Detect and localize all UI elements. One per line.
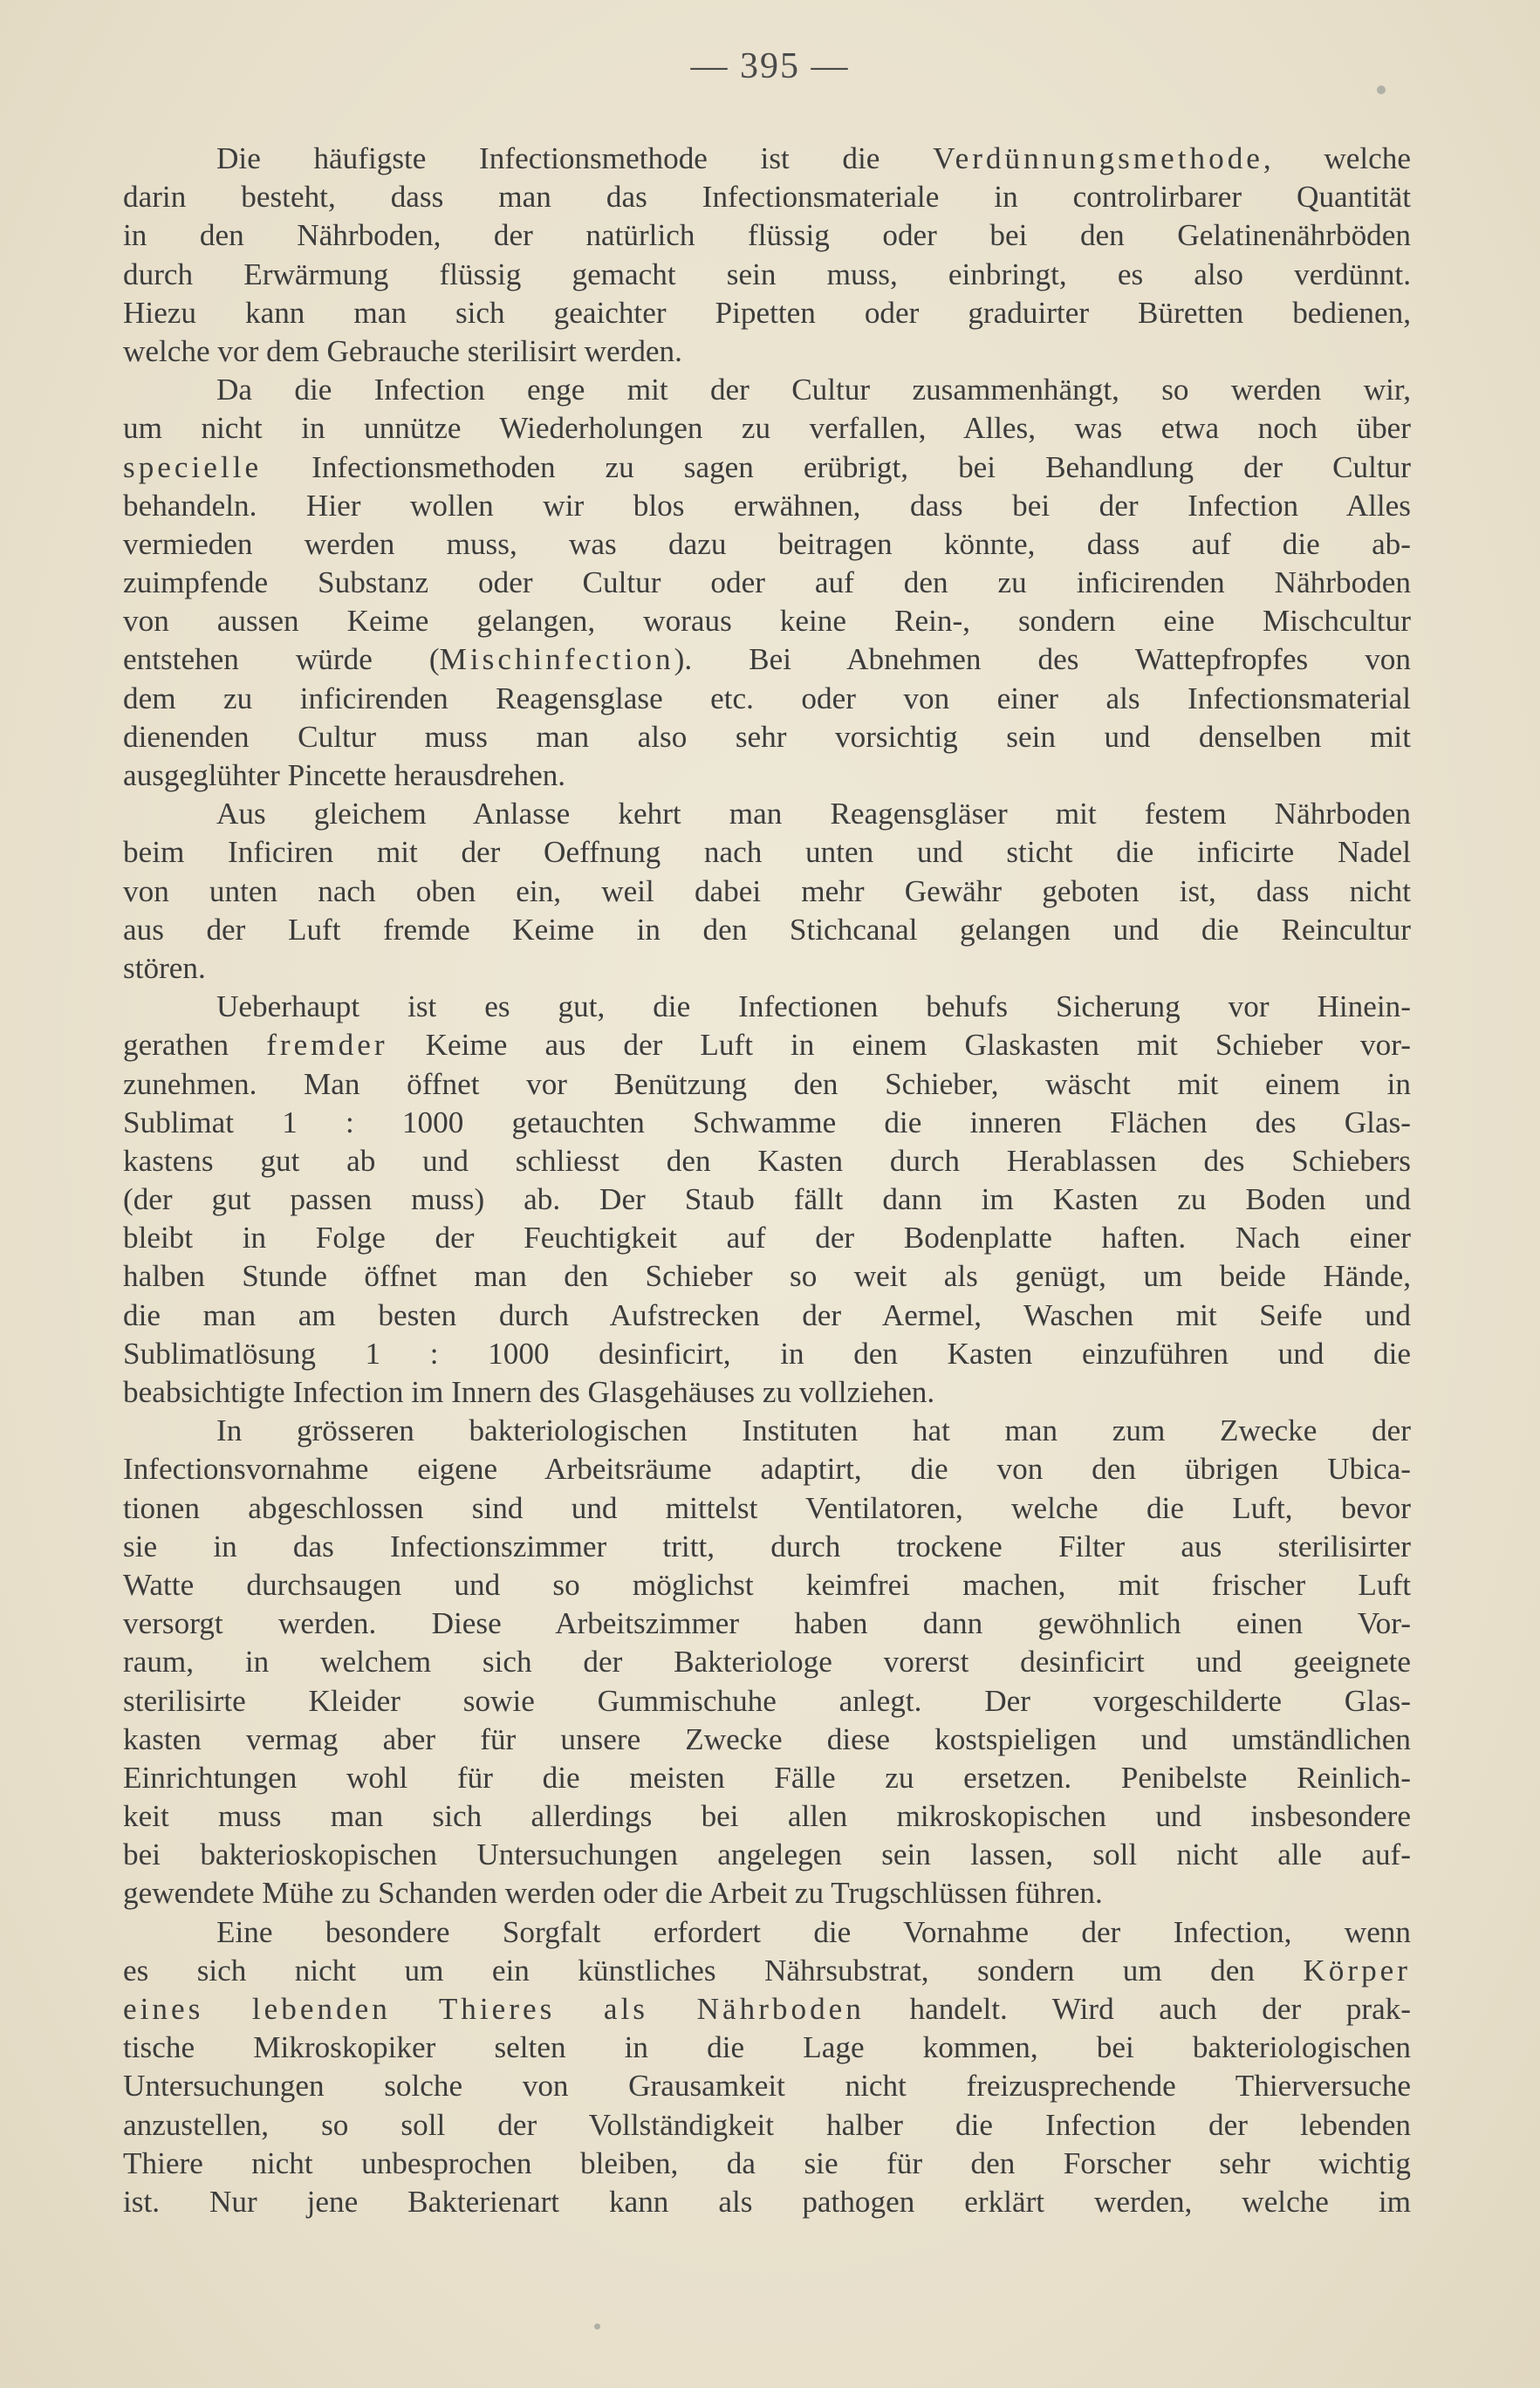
text-segment: (der gut passen muss) ab. Der Staub fällt dann im Kasten zu Boden und: [123, 1182, 1411, 1217]
text-segment: vermieden werden muss, was dazu beitragen könnte, dass auf die ab-: [123, 526, 1411, 561]
text-segment: zuimpfende Substanz oder Cultur oder auf den zu inficirenden Nährboden: [123, 565, 1411, 600]
text-line: [123, 1913, 1411, 1952]
spaced-emphasis: fremder: [266, 1028, 388, 1063]
text-line: [123, 216, 1411, 255]
text-segment: stören.: [123, 950, 206, 985]
text-segment: in den Nährboden, der natürlich flüssig oder bei den Gelatinenährböden: [123, 218, 1411, 253]
text-segment: entstehen würde (: [123, 642, 440, 677]
text-line: [123, 1450, 1411, 1488]
text-segment: Ueberhaupt ist es gut, die Infectionen behufs Sicherung vor Hinein-: [216, 989, 1411, 1024]
text-line: [123, 448, 1411, 487]
text-segment: keit muss man sich allerdings bei allen mikroskopischen und insbesondere: [123, 1799, 1411, 1834]
text-line: [123, 409, 1411, 448]
text-segment: Watte durchsaugen und so möglichst keimfrei machen, mit frischer Luft: [123, 1567, 1411, 1602]
text-line: [123, 2067, 1411, 2105]
text-segment: sterilisirte Kleider sowie Gummischuhe anlegt. Der vorgeschilderte Glas-: [123, 1683, 1411, 1718]
text-line: [123, 1297, 1411, 1335]
text-segment: behandeln. Hier wollen wir blos erwähnen, dass bei der Infection Alles: [123, 488, 1411, 523]
text-line: [123, 256, 1411, 294]
text-line: [123, 1335, 1411, 1373]
text-segment: kastens gut ab und schliesst den Kasten durch Herablassen des Schiebers: [123, 1143, 1411, 1178]
spaced-emphasis: specielle: [123, 449, 263, 484]
text-line: [123, 1065, 1411, 1104]
text-line: [123, 1682, 1411, 1721]
text-segment: von aussen Keime gelangen, woraus keine Rein-, sondern eine Mischcultur: [123, 604, 1411, 639]
text-line: [123, 872, 1411, 911]
text-line: [123, 1874, 1411, 1912]
text-line: [123, 1412, 1411, 1450]
text-line: [123, 2183, 1411, 2221]
text-segment: , welche: [1263, 141, 1411, 175]
text-segment: sie in das Infectionszimmer tritt, durch trockene Filter aus sterilisirter: [123, 1529, 1411, 1563]
text-line: [123, 371, 1411, 409]
text-segment: gewendete Mühe zu Schanden werden oder die Arbeit zu Trugschlüssen führen.: [123, 1876, 1103, 1911]
text-line: [123, 988, 1411, 1026]
text-line: [123, 1721, 1411, 1759]
text-segment: um nicht in unnütze Wiederholungen zu verfallen, Alles, was etwa noch über: [123, 411, 1411, 446]
text-segment: welche vor dem Gebrauche sterilisirt werden.: [123, 333, 682, 368]
text-segment: Sublimat 1 : 1000 getauchten Schwamme die inneren Flächen des Glas-: [123, 1105, 1411, 1139]
text-line: [123, 2029, 1411, 2067]
text-line: [123, 1759, 1411, 1797]
text-segment: ist. Nur jene Bakterienart kann als pathogen erklärt werden, welche im: [123, 2184, 1411, 2219]
text-segment: es sich nicht um ein künstliches Nährsubstrat, sondern um den: [123, 1953, 1304, 1988]
text-line: [123, 718, 1411, 756]
text-line: [123, 1990, 1411, 2029]
text-line: [123, 756, 1411, 795]
text-line: [123, 294, 1411, 332]
text-segment: gerathen: [123, 1028, 267, 1063]
text-line: [123, 1373, 1411, 1412]
spaced-emphasis: eines lebenden Thieres als Nährboden: [123, 1992, 865, 2026]
text-line: [123, 487, 1411, 525]
text-line: [123, 1142, 1411, 1180]
text-line: [123, 1528, 1411, 1566]
text-line: [123, 680, 1411, 718]
text-segment: Aus gleichem Anlasse kehrt man Reagensgläser mit festem Nährboden: [216, 797, 1411, 831]
ink-speck: [594, 2323, 600, 2330]
body-text: [123, 140, 1411, 2221]
text-segment: Untersuchungen solche von Grausamkeit nicht freizusprechende Thierversuche: [123, 2069, 1411, 2104]
text-segment: zunehmen. Man öffnet vor Benützung den Schieber, wäscht mit einem in: [123, 1066, 1411, 1101]
ink-speck: [1377, 86, 1386, 94]
text-line: [123, 564, 1411, 602]
text-line: [123, 602, 1411, 640]
text-segment: Keime aus der Luft in einem Glaskasten mit Schieber vor-: [387, 1028, 1411, 1063]
text-segment: beabsichtigte Infection im Innern des Glasgehäuses zu vollziehen.: [123, 1375, 935, 1409]
spaced-emphasis: Mischinfection: [439, 642, 674, 677]
text-segment: anzustellen, so soll der Vollständigkeit halber die Infection der lebenden: [123, 2107, 1411, 2142]
text-line: [123, 332, 1411, 371]
text-segment: aus der Luft fremde Keime in den Stichcanal gelangen und die Reincultur: [123, 912, 1411, 947]
text-line: [123, 949, 1411, 988]
text-segment: In grösseren bakteriologischen Instituten hat man zum Zwecke der: [216, 1413, 1411, 1448]
text-segment: Hiezu kann man sich geaichter Pipetten oder graduirter Büretten bedienen,: [123, 295, 1411, 330]
text-line: [123, 1566, 1411, 1605]
text-segment: durch Erwärmung flüssig gemacht sein muss, einbringt, es also verdünnt.: [123, 257, 1411, 291]
text-segment: bleibt in Folge der Feuchtigkeit auf der Bodenplatte haften. Nach einer: [123, 1221, 1411, 1256]
text-line: [123, 1104, 1411, 1142]
page-number: — 395 —: [690, 46, 850, 86]
text-line: [123, 1605, 1411, 1643]
text-segment: raum, in welchem sich der Bakteriologe vorerst desinficirt und geeignete: [123, 1645, 1411, 1680]
text-line: [123, 525, 1411, 564]
text-line: [123, 833, 1411, 872]
text-line: [123, 1026, 1411, 1064]
text-line: [123, 795, 1411, 833]
text-line: [123, 1489, 1411, 1528]
text-segment: Da die Infection enge mit der Cultur zusammenhängt, so werden wir,: [216, 373, 1411, 407]
text-line: [123, 1219, 1411, 1257]
text-segment: halben Stunde öffnet man den Schieber so weit als genügt, um beide Hände,: [123, 1259, 1411, 1294]
text-segment: dienenden Cultur muss man also sehr vorsichtig sein und denselben mit: [123, 719, 1411, 754]
text-segment: handelt. Wird auch der prak-: [864, 1992, 1411, 2026]
text-line: [123, 2145, 1411, 2183]
text-line: [123, 1797, 1411, 1836]
text-segment: kasten vermag aber für unsere Zwecke diese kostspieligen und umständlichen: [123, 1721, 1411, 1756]
text-segment: ausgeglühter Pincette herausdrehen.: [123, 758, 566, 792]
text-line: [123, 1836, 1411, 1874]
text-segment: beim Inficiren mit der Oeffnung nach unten und sticht die inficirte Nadel: [123, 835, 1411, 870]
text-line: [123, 1952, 1411, 1990]
text-line: [123, 640, 1411, 679]
text-segment: dem zu inficirenden Reagensglase etc. oder von einer als Infectionsmaterial: [123, 681, 1411, 715]
text-segment: versorgt werden. Diese Arbeitszimmer haben dann gewöhnlich einen Vor-: [123, 1606, 1411, 1641]
text-segment: tionen abgeschlossen sind und mittelst Ventilatoren, welche die Luft, bevor: [123, 1490, 1411, 1525]
text-segment: die man am besten durch Aufstrecken der Aermel, Waschen mit Seife und: [123, 1297, 1411, 1332]
text-segment: Einrichtungen wohl für die meisten Fälle zu ersetzen. Penibelste Reinlich-: [123, 1760, 1411, 1795]
text-line: [123, 1180, 1411, 1219]
text-line: [123, 1643, 1411, 1681]
text-segment: Thiere nicht unbesprochen bleiben, da sie für den Forscher sehr wichtig: [123, 2145, 1411, 2180]
text-line: [123, 178, 1411, 216]
text-line: [123, 140, 1411, 178]
spaced-emphasis: Verdünnungsmethode: [933, 141, 1263, 175]
text-line: [123, 911, 1411, 949]
text-segment: Sublimatlösung 1 : 1000 desinficirt, in den Kasten einzuführen und die: [123, 1336, 1411, 1371]
text-segment: tische Mikroskopiker selten in die Lage kommen, bei bakteriologischen: [123, 2030, 1411, 2065]
text-segment: darin besteht, dass man das Infectionsmateriale in controlirbarer Quantität: [123, 180, 1411, 215]
text-segment: ). Bei Abnehmen des Wattepfropfes von: [674, 642, 1411, 677]
text-segment: Die häufigste Infectionsmethode ist die: [216, 141, 934, 175]
text-segment: Infectionsmethoden zu sagen erübrigt, bei Behandlung der Cultur: [262, 449, 1411, 484]
text-segment: bei bakterioskopischen Untersuchungen angelegen sein lassen, soll nicht alle auf-: [123, 1837, 1411, 1872]
text-segment: Infectionsvornahme eigene Arbeitsräume adaptirt, die von den übrigen Ubica-: [123, 1452, 1411, 1487]
text-segment: von unten nach oben ein, weil dabei mehr Gewähr geboten ist, dass nicht: [123, 873, 1411, 908]
text-segment: Eine besondere Sorgfalt erfordert die Vornahme der Infection, wenn: [216, 1914, 1411, 1949]
text-line: [123, 1257, 1411, 1296]
text-line: [123, 2106, 1411, 2145]
spaced-emphasis: Körper: [1303, 1953, 1411, 1988]
